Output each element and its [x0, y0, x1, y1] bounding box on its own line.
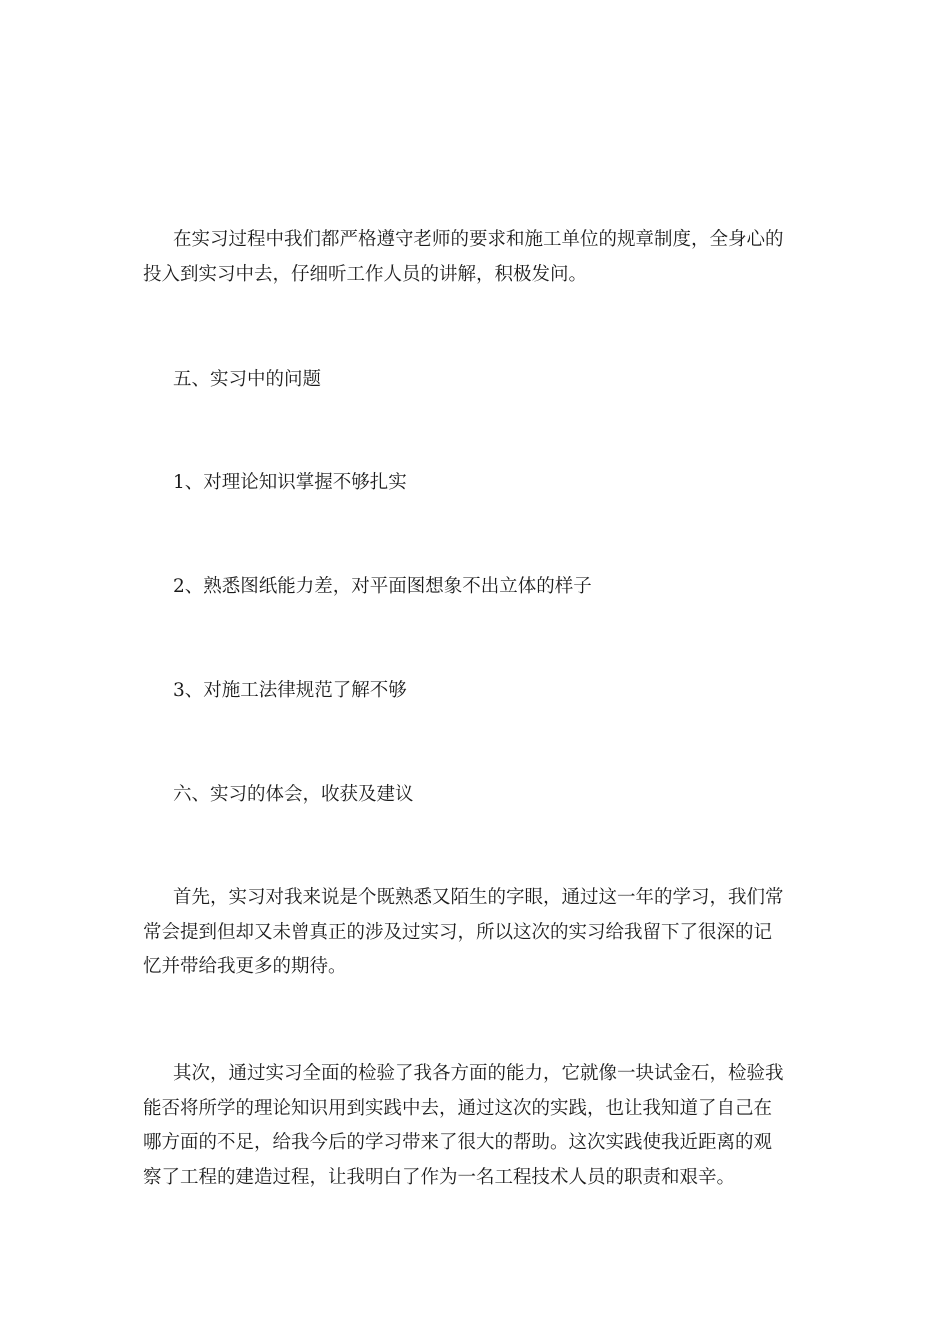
list-item-text: 2、熟悉图纸能力差，对平面图想象不出立体的样子 [173, 576, 592, 597]
section-heading-6 [143, 778, 813, 813]
paragraph-secondly [143, 1057, 813, 1195]
paragraph-line: 能否将所学的理论知识用到实践中去，通过这次的实践，也让我知道了自己在 [143, 1097, 773, 1119]
paragraph-line: 常会提到但却又未曾真正的涉及过实习，所以这次的实习给我留下了很深的记 [143, 921, 773, 943]
heading-text: 六、实习的体会，收获及建议 [173, 784, 414, 805]
list-item-text: 1、对理论知识掌握不够扎实 [173, 472, 407, 493]
paragraph-line: 其次，通过实习全面的检验了我各方面的能力，它就像一块试金石，检验我 [173, 1063, 784, 1084]
problem-item-3 [143, 674, 813, 709]
list-item-text: 3、对施工法律规范了解不够 [173, 680, 407, 701]
paragraph-line: 察了工程的建造过程，让我明白了作为一名工程技术人员的职责和艰辛。 [143, 1166, 736, 1188]
paragraph-line: 首先，实习对我来说是个既熟悉又陌生的字眼，通过这一年的学习，我们常 [173, 887, 784, 908]
paragraph-discipline [143, 223, 813, 292]
problem-item-2 [143, 570, 813, 605]
paragraph-line: 在实习过程中我们都严格遵守老师的要求和施工单位的规章制度，全身心的 [173, 229, 784, 250]
problem-item-1 [143, 466, 813, 501]
paragraph-line: 哪方面的不足，给我今后的学习带来了很大的帮助。这次实践使我近距离的观 [143, 1132, 773, 1153]
paragraph-line: 忆并带给我更多的期待。 [143, 956, 347, 977]
heading-text: 五、实习中的问题 [173, 369, 322, 390]
paragraph-firstly [143, 881, 813, 985]
paragraph-line: 投入到实习中去，仔细听工作人员的讲解，积极发问。 [143, 263, 588, 285]
section-heading-5 [143, 363, 813, 398]
